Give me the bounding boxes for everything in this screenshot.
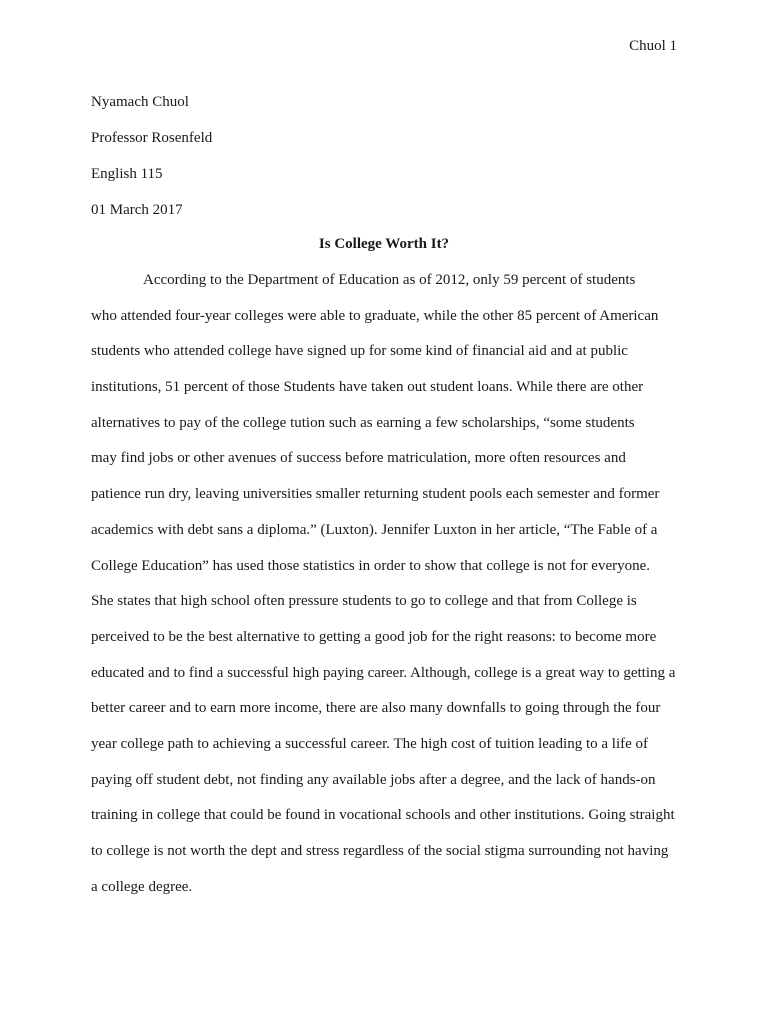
paragraph-line: paying off student debt, not finding any available jobs after a degree, and the lack of hands-on (91, 771, 656, 788)
paragraph-line: educated and to find a successful high paying career. Although, college is a great way to getting a (91, 664, 676, 681)
paragraph-line: to college is not worth the dept and stress regardless of the social stigma surrounding not having (91, 843, 669, 859)
paragraph-line: According to the Department of Education as of 2012, only 59 percent of students (143, 272, 636, 288)
paragraph-line: better career and to earn more income, there are also many downfalls to going through the four (91, 700, 661, 717)
professor-name: Professor Rosenfeld (91, 130, 213, 146)
essay-paragraph (91, 270, 691, 912)
paragraph-line: who attended four-year colleges were able to graduate, while the other 85 percent of American (91, 307, 659, 324)
paragraph-line: academics with debt sans a diploma.” (Luxton). Jennifer Luxton in her article, “The Fable of a (91, 521, 658, 538)
paragraph-line: perceived to be the best alternative to getting a good job for the right reasons: to become more (91, 628, 657, 645)
paragraph-line: students who attended college have signed up for some kind of financial aid and at public (91, 343, 628, 360)
mla-heading (91, 92, 212, 236)
paragraph-line: She states that high school often pressure students to go to college and that from College is (91, 593, 637, 610)
paragraph-line: institutions, 51 percent of those Students have taken out student loans. While there are other (91, 379, 644, 396)
running-head: Chuol 1 (629, 38, 677, 54)
paragraph-line: may find jobs or other avenues of success before matriculation, more often resources and (91, 450, 626, 467)
paragraph-line: year college path to achieving a successful career. The high cost of tuition leading to a life of (91, 735, 649, 752)
course-name: English 115 (91, 166, 163, 182)
paragraph-line: alternatives to pay of the college tution such as earning a few scholarships, “some students (91, 414, 635, 431)
paragraph-line: training in college that could be found in vocational schools and other institutions. Going straight (91, 807, 675, 824)
essay-title: Is College Worth It? (318, 236, 450, 252)
date: 01 March 2017 (91, 202, 183, 218)
paragraph-line: a college degree. (91, 878, 193, 895)
paragraph-line: College Education” has used those statistics in order to show that college is not for everyone. (91, 557, 651, 574)
student-name: Nyamach Chuol (91, 94, 189, 110)
paragraph-line: patience run dry, leaving universities smaller returning student pools each semester and former (91, 486, 660, 503)
